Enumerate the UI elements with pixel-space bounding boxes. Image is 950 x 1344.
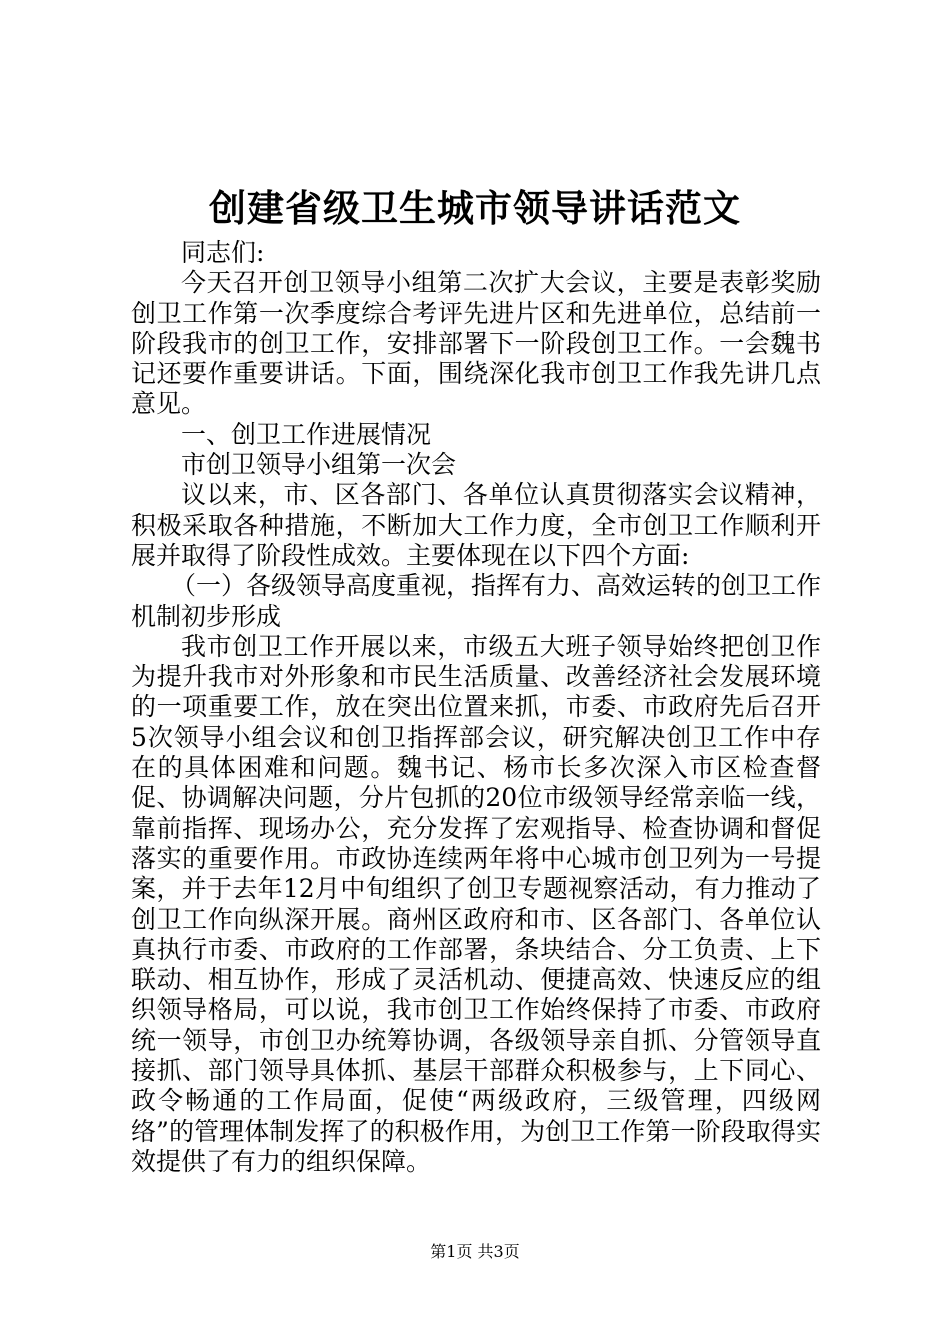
section-heading: 一、创卫工作进展情况 [181, 419, 432, 449]
progress-paragraph: 议以来，市、区各部门、各单位认真贯彻落实会议精神，积极采取各种措施，不断加大工作力度，全市创卫工作顺利开展并取得了阶段性成效。主要体现在以下四个方面: [131, 480, 821, 570]
salutation-paragraph: 同志们: [181, 238, 265, 267]
document-title: 创建省级卫生城市领导讲话范文 [209, 186, 741, 230]
subsection-heading: （一）各级领导高度重视，指挥有力、高效运转的创卫工作机制初步形成 [131, 571, 822, 631]
document-body [131, 238, 821, 1177]
paragraph-fragment: 市创卫领导小组第一次会 [181, 450, 457, 480]
page-footer: 第1页 共3页 [430, 1242, 520, 1261]
intro-paragraph: 今天召开创卫领导小组第二次扩大会议，主要是表彰奖励创卫工作第一次季度综合考评先进片区和先进单位，总结前一阶段我市的创卫工作，安排部署下一阶段创卫工作。一会魏书记还要作重要讲话。下面，围绕深化我市创卫工作我先讲几点意见。 [131, 268, 821, 419]
leadership-paragraph: 我市创卫工作开展以来，市级五大班子领导始终把创卫作为提升我市对外形象和市民生活质量、改善经济社会发展环境的一项重要工作，放在突出位置来抓，市委、市政府先后召开5次领导小组会议和创卫指挥部会议，研究解决创卫工作中存在的具体困难和问题。魏书记、杨市长多次深入市区检查督促、协调解决问题，分片包抓的20位市级领导经常亲临一线，靠前指挥、现场办公，充分发挥了宏观指导、检查协调和督促落实的重要作用。市政协连续两年将中心城市创卫列为一号提案，并于去年12月中旬组织了创卫专题视察活动，有力推动了创卫工作向纵深开展。商州区政府和市、区各部门、各单位认真执行市委、市政府的工作部署，条块结合、分工负责、上下联动、相互协作，形成了灵活机动、便捷高效、快速反应的组织领导格局，可以说，我市创卫工作始终保持了市委、市政府统一领导，市创卫办统筹协调，各级领导亲自抓、分管领导直接抓、部门领导具体抓、基层干部群众积极参与，上下同心、政令畅通的工作局面，促使“两级政府，三级管理，四级网络”的管理体制发挥了的积极作用，为创卫工作第一阶段取得实效提供了有力的组织保障。 [131, 631, 821, 1176]
